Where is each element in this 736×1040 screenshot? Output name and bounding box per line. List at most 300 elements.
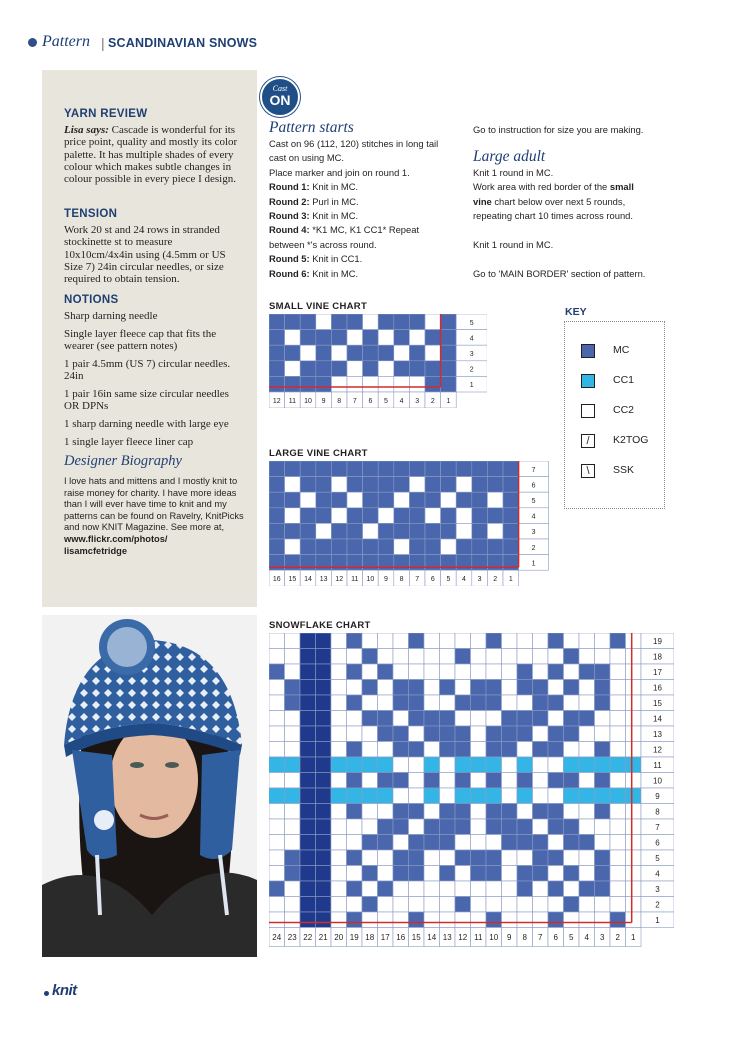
- bio-text: [64, 476, 249, 557]
- column-label: 7: [538, 933, 543, 942]
- chart-cell: [378, 361, 394, 377]
- chart-cell: [579, 881, 595, 897]
- text-run: *K1 MC, K1 CC1* Repeat: [309, 224, 420, 236]
- chart-cell: [579, 912, 595, 928]
- chart-cell: [285, 680, 301, 696]
- chart-cell: [347, 726, 363, 742]
- column-label: 1: [631, 933, 636, 942]
- chart-cell: [316, 680, 332, 696]
- chart-cell: [424, 804, 440, 820]
- chart-cell: [285, 633, 301, 649]
- chart-cell: [502, 819, 518, 835]
- chart-cell: [409, 523, 425, 539]
- chart-cell: [363, 508, 379, 524]
- bold-run: Round 3:: [269, 210, 310, 222]
- chart-cell: [378, 680, 394, 696]
- bold-run: Round 1:: [269, 181, 310, 193]
- chart-cell: [441, 523, 457, 539]
- chart-cell: [455, 804, 471, 820]
- chart-cell: [362, 680, 378, 696]
- chart-cell: [347, 757, 363, 773]
- chart-cell: [300, 726, 316, 742]
- column-label: 2: [430, 398, 435, 405]
- chart-cell: [300, 804, 316, 820]
- chart-cell: [441, 508, 457, 524]
- chart-cell: [362, 633, 378, 649]
- chart-cell: [424, 835, 440, 851]
- chart-cell: [455, 664, 471, 680]
- chart-cell: [316, 850, 332, 866]
- chart-cell: [440, 804, 456, 820]
- chart-cell: [394, 539, 410, 555]
- pattern-starts-line: [269, 166, 438, 180]
- chart-cell: [564, 835, 580, 851]
- chart-cell: [610, 711, 626, 727]
- column-label: 11: [288, 398, 297, 405]
- chart-cell: [331, 711, 347, 727]
- chart-cell: [424, 649, 440, 665]
- chart-cell: [595, 788, 611, 804]
- chart-cell: [378, 508, 394, 524]
- chart-cell: [486, 726, 502, 742]
- column-label: 8: [337, 398, 342, 405]
- chart-cell: [394, 461, 410, 477]
- chart-cell: [610, 866, 626, 882]
- chart-cell: [440, 819, 456, 835]
- bio-link-continued[interactable]: lisamcfetridge: [64, 545, 128, 556]
- chart-cell: [362, 850, 378, 866]
- chart-cell: [378, 649, 394, 665]
- chart-cell: [424, 695, 440, 711]
- chart-cell: [285, 649, 301, 665]
- bold-run: Round 2:: [269, 195, 310, 207]
- chart-cell: [564, 866, 580, 882]
- key-label: MC: [613, 344, 630, 356]
- chart-cell: [424, 742, 440, 758]
- chart-cell: [393, 897, 409, 913]
- chart-cell: [486, 835, 502, 851]
- chart-cell: [269, 695, 285, 711]
- chart-cell: [626, 881, 642, 897]
- chart-cell: [564, 912, 580, 928]
- chart-cell: [440, 664, 456, 680]
- column-label: 19: [349, 933, 359, 942]
- chart-cell: [393, 633, 409, 649]
- chart-cell: [316, 835, 332, 851]
- chart-cell: [409, 461, 425, 477]
- row-label: 4: [655, 869, 660, 879]
- column-label: 23: [287, 933, 297, 942]
- small-vine-chart: [269, 314, 487, 408]
- chart-cell: [347, 866, 363, 882]
- chart-cell: [503, 508, 519, 524]
- pattern-starts-line: [269, 267, 438, 281]
- chart-cell: [362, 664, 378, 680]
- chart-key: [564, 321, 665, 509]
- chart-cell: [595, 773, 611, 789]
- row-label: 4: [469, 335, 474, 343]
- chart-cell: [610, 742, 626, 758]
- chart-cell: [409, 345, 425, 361]
- chart-cell: [455, 726, 471, 742]
- chart-cell: [626, 912, 642, 928]
- tension-text: Work 20 st and 24 rows in stranded stockinette st to measure 10x10cm/4x4in using (4.5mm or US Size 7) 24in circular needles, or size required to obtain tension.: [64, 224, 226, 286]
- chart-cell: [471, 788, 487, 804]
- sidebar: [42, 70, 257, 607]
- chart-cell: [300, 492, 316, 508]
- row-label: 14: [653, 714, 662, 724]
- chart-cell: [533, 804, 549, 820]
- chart-cell: [394, 330, 410, 346]
- chart-cell: [269, 804, 285, 820]
- chart-grid: [269, 314, 487, 408]
- chart-cell: [471, 726, 487, 742]
- chart-cell: [300, 345, 316, 361]
- chart-cell: [269, 649, 285, 665]
- chart-cell: [441, 361, 457, 377]
- chart-cell: [626, 742, 642, 758]
- chart-cell: [564, 711, 580, 727]
- chart-cell: [579, 835, 595, 851]
- chart-cell: [564, 726, 580, 742]
- chart-cell: [595, 835, 611, 851]
- row-label: 1: [469, 382, 474, 390]
- chart-cell: [362, 726, 378, 742]
- chart-cell: [316, 523, 332, 539]
- chart-cell: [425, 345, 441, 361]
- chart-cell: [440, 649, 456, 665]
- chart-cell: [363, 330, 379, 346]
- chart-cell: [579, 788, 595, 804]
- chart-cell: [610, 773, 626, 789]
- chart-cell: [424, 633, 440, 649]
- chart-cell: [517, 866, 533, 882]
- chart-cell: [316, 726, 332, 742]
- badge-small-text: Cast: [272, 84, 288, 93]
- chart-cell: [440, 680, 456, 696]
- chart-cell: [626, 773, 642, 789]
- chart-cell: [610, 881, 626, 897]
- chart-cell: [393, 649, 409, 665]
- chart-cell: [517, 897, 533, 913]
- chart-cell: [316, 866, 332, 882]
- chart-cell: [331, 742, 347, 758]
- row-label: 9: [655, 791, 660, 801]
- chart-cell: [595, 897, 611, 913]
- chart-cell: [347, 492, 363, 508]
- chart-cell: [394, 345, 410, 361]
- chart-cell: [316, 477, 332, 493]
- chart-cell: [409, 330, 425, 346]
- chart-cell: [331, 680, 347, 696]
- pattern-starts-line: [269, 223, 438, 237]
- row-label: 1: [531, 560, 536, 568]
- row-label: 5: [531, 498, 536, 505]
- chart-cell: [455, 897, 471, 913]
- chart-cell: [285, 711, 301, 727]
- column-label: 8: [522, 933, 527, 942]
- chart-cell: [503, 523, 519, 539]
- chart-cell: [393, 726, 409, 742]
- chart-cell: [425, 376, 441, 392]
- chart-cell: [486, 773, 502, 789]
- chart-cell: [441, 477, 457, 493]
- chart-cell: [579, 742, 595, 758]
- chart-cell: [378, 912, 394, 928]
- chart-cell: [378, 664, 394, 680]
- chart-cell: [362, 711, 378, 727]
- chart-cell: [316, 819, 332, 835]
- chart-cell: [502, 788, 518, 804]
- chart-cell: [595, 850, 611, 866]
- chart-cell: [472, 477, 488, 493]
- chart-cell: [269, 757, 285, 773]
- notions-heading: NOTIONS: [64, 294, 119, 306]
- column-label: 15: [288, 576, 297, 584]
- chart-cell: [487, 461, 503, 477]
- chart-cell: [440, 866, 456, 882]
- column-label: 9: [321, 398, 326, 405]
- chart-cell: [316, 461, 332, 477]
- chart-cell: [362, 742, 378, 758]
- chart-cell: [471, 835, 487, 851]
- column-label: 3: [477, 576, 482, 584]
- chart-cell: [347, 819, 363, 835]
- chart-cell: [502, 680, 518, 696]
- row-label: 18: [653, 652, 662, 662]
- chart-cell: [471, 757, 487, 773]
- chart-cell: [579, 866, 595, 882]
- chart-cell: [517, 726, 533, 742]
- chart-cell: [517, 804, 533, 820]
- chart-cell: [409, 881, 425, 897]
- chart-cell: [409, 508, 425, 524]
- chart-cell: [362, 912, 378, 928]
- bio-body: I love hats and mittens and I mostly knit to raise money for charity. I have more ideas than I will ever have time to knit and my patterns can be found on Ravelry, KnitPicks and now KNIT Magazine. See more at,: [64, 476, 244, 533]
- chart-cell: [300, 866, 316, 882]
- chart-cell: [455, 757, 471, 773]
- chart-cell: [300, 523, 316, 539]
- chart-cell: [316, 345, 332, 361]
- article-title: SCANDINAVIAN SNOWS: [108, 36, 258, 50]
- chart-cell: [300, 742, 316, 758]
- chart-cell: [548, 835, 564, 851]
- yarn-review-author: Lisa says:: [64, 124, 109, 136]
- chart-cell: [285, 835, 301, 851]
- chart-cell: [378, 742, 394, 758]
- chart-cell: [626, 819, 642, 835]
- chart-cell: [579, 633, 595, 649]
- chart-cell: [331, 773, 347, 789]
- chart-cell: [409, 726, 425, 742]
- chart-cell: [440, 850, 456, 866]
- chart-cell: [548, 804, 564, 820]
- chart-cell: [269, 773, 285, 789]
- chart-cell: [424, 726, 440, 742]
- chart-cell: [393, 757, 409, 773]
- chart-cell: [486, 912, 502, 928]
- chart-cell: [347, 804, 363, 820]
- chart-cell: [393, 664, 409, 680]
- chart-cell: [363, 376, 379, 392]
- column-label: 21: [318, 933, 328, 942]
- chart-cell: [347, 850, 363, 866]
- chart-cell: [471, 680, 487, 696]
- chart-cell: [626, 897, 642, 913]
- chart-cell: [564, 804, 580, 820]
- chart-cell: [455, 680, 471, 696]
- chart-cell: [362, 835, 378, 851]
- notions-item: Single layer fleece cap that fits the wearer (see pattern notes): [64, 327, 217, 353]
- chart-cell: [548, 850, 564, 866]
- chart-cell: [409, 835, 425, 851]
- chart-cell: [347, 897, 363, 913]
- row-label: 1: [655, 915, 660, 925]
- key-label: CC1: [613, 374, 635, 386]
- chart-cell: [300, 361, 316, 377]
- column-label: 5: [384, 398, 388, 405]
- chart-cell: [595, 757, 611, 773]
- chart-cell: [393, 819, 409, 835]
- chart-cell: [595, 680, 611, 696]
- chart-cell: [347, 835, 363, 851]
- notions-item: Sharp darning needle: [64, 310, 158, 322]
- chart-cell: [441, 376, 457, 392]
- chart-cell: [409, 539, 425, 555]
- chart-cell: [455, 649, 471, 665]
- chart-cell: [363, 523, 379, 539]
- chart-cell: [409, 788, 425, 804]
- text-run: Knit 1 round in MC.: [473, 167, 554, 178]
- chart-cell: [440, 881, 456, 897]
- chart-cell: [269, 680, 285, 696]
- row-label: 4: [531, 513, 536, 521]
- header-separator: |: [101, 35, 105, 51]
- chart-cell: [316, 330, 332, 346]
- chart-cell: [347, 633, 363, 649]
- chart-cell: [579, 649, 595, 665]
- text-run: repeating chart 10 times across round.: [473, 210, 633, 222]
- chart-cell: [331, 897, 347, 913]
- chart-cell: [362, 649, 378, 665]
- chart-cell: [455, 866, 471, 882]
- chart-cell: [424, 788, 440, 804]
- column-label: 14: [304, 576, 312, 584]
- chart-cell: [316, 757, 332, 773]
- row-label: 19: [653, 636, 662, 646]
- column-label: 10: [489, 933, 499, 942]
- text-run: Work area with red border of the: [473, 181, 610, 193]
- chart-cell: [300, 461, 316, 477]
- chart-cell: [486, 897, 502, 913]
- notions-item: 1 pair 4.5mm (US 7) circular needles. 24in: [64, 357, 231, 383]
- chart-cell: [269, 742, 285, 758]
- ssk-icon: \: [581, 464, 595, 478]
- chart-cell: [425, 330, 441, 346]
- column-label: 10: [366, 576, 375, 584]
- chart-cell: [316, 881, 332, 897]
- chart-cell: [455, 850, 471, 866]
- chart-cell: [548, 664, 564, 680]
- chart-cell: [472, 539, 488, 555]
- chart-cell: [579, 695, 595, 711]
- pattern-starts-line: [269, 151, 438, 165]
- chart-cell: [486, 788, 502, 804]
- chart-cell: [533, 649, 549, 665]
- chart-cell: [471, 804, 487, 820]
- chart-cell: [300, 819, 316, 835]
- large-adult-text: [473, 166, 645, 281]
- column-label: 24: [272, 933, 282, 942]
- bio-heading: Designer Biography: [64, 453, 182, 469]
- chart-cell: [440, 726, 456, 742]
- row-label: 3: [655, 884, 660, 894]
- chart-cell: [316, 711, 332, 727]
- bio-link[interactable]: www.flickr.com/photos/: [64, 533, 168, 544]
- chart-cell: [595, 649, 611, 665]
- chart-cell: [269, 330, 285, 346]
- chart-cell: [300, 664, 316, 680]
- chart-cell: [362, 819, 378, 835]
- chart-cell: [517, 881, 533, 897]
- chart-cell: [471, 897, 487, 913]
- chart-cell: [533, 788, 549, 804]
- chart-cell: [300, 773, 316, 789]
- chart-cell: [564, 680, 580, 696]
- chart-cell: [316, 912, 332, 928]
- chart-cell: [440, 897, 456, 913]
- chart-cell: [564, 633, 580, 649]
- snowflake-chart: [269, 633, 674, 947]
- chart-cell: [517, 757, 533, 773]
- chart-cell: [579, 711, 595, 727]
- chart-cell: [331, 461, 347, 477]
- column-label: 14: [427, 933, 437, 942]
- chart-cell: [626, 835, 642, 851]
- yarn-review-text: [64, 124, 242, 185]
- chart-cell: [316, 742, 332, 758]
- chart-cell: [347, 680, 363, 696]
- chart-cell: [409, 819, 425, 835]
- chart-cell: [378, 866, 394, 882]
- chart-cell: [487, 492, 503, 508]
- key-swatch-cc2: [581, 404, 595, 418]
- chart-cell: [579, 664, 595, 680]
- chart-cell: [548, 711, 564, 727]
- chart-cell: [393, 695, 409, 711]
- chart-cell: [269, 461, 285, 477]
- chart-cell: [456, 539, 472, 555]
- chart-cell: [440, 711, 456, 727]
- chart-cell: [347, 788, 363, 804]
- text-run: [473, 253, 476, 264]
- chart-cell: [331, 757, 347, 773]
- chart-cell: [548, 866, 564, 882]
- chart-cell: [393, 881, 409, 897]
- chart-cell: [502, 742, 518, 758]
- chart-cell: [486, 866, 502, 882]
- chart-cell: [548, 726, 564, 742]
- chart-cell: [564, 850, 580, 866]
- chart-cell: [440, 773, 456, 789]
- chart-cell: [456, 492, 472, 508]
- chart-cell: [285, 742, 301, 758]
- chart-cell: [347, 912, 363, 928]
- column-label: 6: [553, 933, 558, 942]
- chart-cell: [316, 508, 332, 524]
- chart-cell: [471, 742, 487, 758]
- chart-cell: [269, 492, 285, 508]
